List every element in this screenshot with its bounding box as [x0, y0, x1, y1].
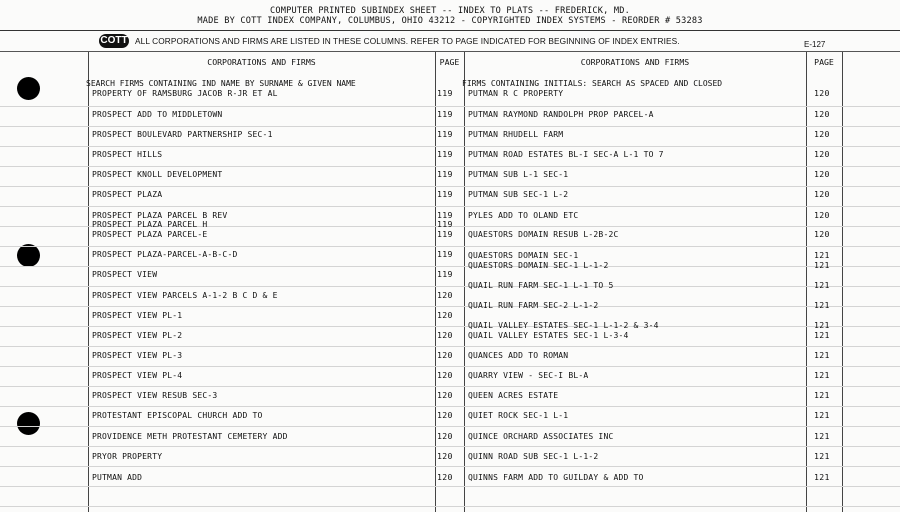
ruled-line — [0, 186, 900, 187]
ruled-line — [0, 146, 900, 147]
right-entry-page: 121 — [814, 350, 830, 360]
right-entry-name: QUIET ROCK SEC-1 L-1 — [468, 411, 569, 420]
left-entry-name: PROSPECT VIEW PARCELS A-1-2 B C D & E — [92, 291, 278, 300]
ruled-line — [0, 206, 900, 207]
ruled-line — [0, 446, 900, 447]
ruled-line — [0, 306, 900, 307]
right-entry-page: 120 — [814, 88, 830, 98]
notice-text: ALL CORPORATIONS AND FIRMS ARE LISTED IN THESE COLUMNS. REFER TO PAGE INDICATED FOR BEGINNING OF INDEX ENTRIES. — [135, 36, 680, 46]
left-entry-name: PROSPECT PLAZA-PARCEL-A-B-C-D — [92, 250, 238, 259]
sheet-header — [0, 6, 900, 26]
left-entry-page: 119 — [437, 219, 453, 229]
right-page-heading: PAGE — [814, 57, 834, 67]
left-entry-page: 119 — [437, 129, 453, 139]
left-column-heading: CORPORATIONS AND FIRMS — [207, 57, 316, 67]
binder-hole-top — [17, 77, 40, 100]
right-entry-name: PUTMAN ROAD ESTATES BL-I SEC-A L-1 TO 7 — [468, 150, 664, 159]
right-entry-page: 120 — [814, 210, 830, 220]
left-entry-page: 120 — [437, 370, 453, 380]
left-entry-page: 119 — [437, 249, 453, 259]
left-entry-page: 119 — [437, 109, 453, 119]
table-top-rule — [0, 51, 900, 52]
left-entry-name: PROTESTANT EPISCOPAL CHURCH ADD TO — [92, 411, 263, 420]
left-entry-name: PROSPECT VIEW PL-3 — [92, 351, 183, 360]
right-entry-name: QUAESTORS DOMAIN SEC-1 L-1-2 — [468, 261, 609, 270]
right-entry-name: QUAIL RUN FARM SEC-1 L-1 TO 5 — [468, 281, 614, 290]
left-entry-name: PUTMAN ADD — [92, 473, 143, 482]
right-entry-page: 121 — [814, 300, 830, 310]
left-entry-page: 120 — [437, 310, 453, 320]
right-column-heading: CORPORATIONS AND FIRMS — [580, 57, 690, 67]
right-entry-name: QUINNS FARM ADD TO GUILDAY & ADD TO — [468, 473, 644, 482]
right-entry-page: 121 — [814, 370, 830, 380]
right-entry-name: QUEEN ACRES ESTATE — [468, 391, 559, 400]
right-subheading: FIRMS CONTAINING INITIALS: SEARCH AS SPACED AND CLOSED — [462, 79, 723, 88]
header-divider — [0, 30, 900, 31]
right-entry-name: QUAIL VALLEY ESTATES SEC-1 L-1-2 & 3-4 — [468, 321, 659, 330]
left-entry-page: 120 — [437, 290, 453, 300]
right-entry-name: PUTMAN RHUDELL FARM — [468, 130, 564, 139]
left-entry-name: PROSPECT PLAZA PARCEL H — [92, 220, 208, 229]
right-entry-name: PUTMAN SUB SEC-1 L-2 — [468, 190, 569, 199]
left-entry-page: 119 — [437, 210, 453, 220]
left-entry-page: 119 — [437, 269, 453, 279]
left-entry-page: 120 — [437, 330, 453, 340]
header-publisher: MADE BY COTT INDEX COMPANY, COLUMBUS, OHIO 43212 - COPYRIGHTED INDEX SYSTEMS - REORDER # 53283 — [197, 16, 703, 26]
ruled-line — [0, 406, 900, 407]
left-entry-page: 120 — [437, 350, 453, 360]
left-entry-page: 120 — [437, 451, 453, 461]
left-entry-name: PROSPECT ADD TO MIDDLETOWN — [92, 110, 223, 119]
left-entry-name: PROSPECT PLAZA PARCEL-E — [92, 230, 208, 239]
right-entry-name: QUANCES ADD TO ROMAN — [468, 351, 569, 360]
ruled-line — [0, 506, 900, 507]
ruled-line — [0, 366, 900, 367]
ruled-line — [0, 326, 900, 327]
ruled-line — [0, 486, 900, 487]
right-entry-page: 120 — [814, 109, 830, 119]
ruled-line — [0, 286, 900, 287]
left-entry-name: PROVIDENCE METH PROTESTANT CEMETERY ADD — [92, 432, 288, 441]
right-entry-name: PYLES ADD TO OLAND ETC — [468, 211, 579, 220]
left-entry-page: 120 — [437, 410, 453, 420]
left-entry-name: PROSPECT VIEW RESUB SEC-3 — [92, 391, 218, 400]
left-entry-page: 119 — [437, 189, 453, 199]
right-entry-name: QUAESTORS DOMAIN SEC-1 — [468, 251, 579, 260]
column-rule — [464, 52, 465, 512]
left-entry-page: 119 — [437, 88, 453, 98]
ruled-line — [0, 266, 900, 267]
ruled-line — [0, 106, 900, 107]
left-entry-name: PROSPECT VIEW PL-2 — [92, 331, 183, 340]
left-entry-name: PROSPECT BOULEVARD PARTNERSHIP SEC-1 — [92, 130, 273, 139]
left-entry-name: PRYOR PROPERTY — [92, 452, 163, 461]
binder-hole-middle — [17, 244, 40, 267]
left-page-heading: PAGE — [439, 57, 460, 67]
left-entry-name: PROSPECT PLAZA PARCEL B REV — [92, 211, 228, 220]
left-entry-name: PROSPECT PLAZA — [92, 190, 163, 199]
left-subheading: SEARCH FIRMS CONTAINING IND NAME BY SURNAME & GIVEN NAME — [86, 79, 356, 88]
right-entry-page: 120 — [814, 189, 830, 199]
right-entry-name: QUAESTORS DOMAIN RESUB L-2B-2C — [468, 230, 619, 239]
ruled-line — [0, 386, 900, 387]
right-entry-name: PUTMAN R C PROPERTY — [468, 89, 564, 98]
right-entry-name: QUARRY VIEW - SEC-I BL-A — [468, 371, 589, 380]
right-entry-name: QUINCE ORCHARD ASSOCIATES INC — [468, 432, 614, 441]
header-title: COMPUTER PRINTED SUBINDEX SHEET -- INDEX TO PLATS -- FREDERICK, MD. — [269, 6, 631, 16]
binder-hole-bottom — [17, 412, 40, 435]
right-entry-page: 121 — [814, 431, 830, 441]
left-entry-page: 120 — [437, 472, 453, 482]
cott-logo: COTT — [100, 35, 128, 46]
column-rule — [435, 52, 436, 512]
right-entry-name: PUTMAN RAYMOND RANDOLPH PROP PARCEL-A — [468, 110, 654, 119]
right-entry-page: 120 — [814, 149, 830, 159]
ruled-line — [0, 426, 900, 427]
right-entry-name: QUINN ROAD SUB SEC-1 L-1-2 — [468, 452, 599, 461]
column-rule — [806, 52, 807, 512]
ruled-line — [0, 466, 900, 467]
right-entry-page: 121 — [814, 250, 830, 260]
right-entry-page: 121 — [814, 410, 830, 420]
right-entry-page: 121 — [814, 390, 830, 400]
ruled-line — [0, 166, 900, 167]
left-entry-name: PROSPECT VIEW PL-4 — [92, 371, 183, 380]
right-entry-page: 120 — [814, 169, 830, 179]
form-number: E-127 — [804, 40, 826, 49]
right-entry-page: 121 — [814, 260, 830, 270]
left-entry-name: PROPERTY OF RAMSBURG JACOB R-JR ET AL — [92, 89, 278, 98]
right-entry-page: 120 — [814, 129, 830, 139]
right-entry-page: 121 — [814, 451, 830, 461]
left-entry-page: 119 — [437, 169, 453, 179]
right-entry-page: 120 — [814, 229, 830, 239]
ruled-line — [0, 346, 900, 347]
left-entry-page: 119 — [437, 229, 453, 239]
ruled-line — [0, 246, 900, 247]
right-entry-page: 121 — [814, 320, 830, 330]
left-entry-page: 120 — [437, 390, 453, 400]
column-rule — [88, 52, 89, 512]
right-entry-page: 121 — [814, 280, 830, 290]
left-entry-page: 120 — [437, 431, 453, 441]
left-entry-name: PROSPECT HILLS — [92, 150, 163, 159]
column-rule — [842, 52, 843, 512]
right-entry-name: QUAIL RUN FARM SEC-2 L-1-2 — [468, 301, 599, 310]
right-entry-page: 121 — [814, 330, 830, 340]
left-entry-page: 119 — [437, 149, 453, 159]
notice-bar — [99, 34, 680, 48]
right-entry-page: 121 — [814, 472, 830, 482]
right-entry-name: PUTMAN SUB L-1 SEC-1 — [468, 170, 569, 179]
right-entry-name: QUAIL VALLEY ESTATES SEC-1 L-3-4 — [468, 331, 629, 340]
left-entry-name: PROSPECT VIEW — [92, 270, 158, 279]
ruled-line — [0, 126, 900, 127]
left-entry-name: PROSPECT VIEW PL-1 — [92, 311, 183, 320]
left-entry-name: PROSPECT KNOLL DEVELOPMENT — [92, 170, 223, 179]
